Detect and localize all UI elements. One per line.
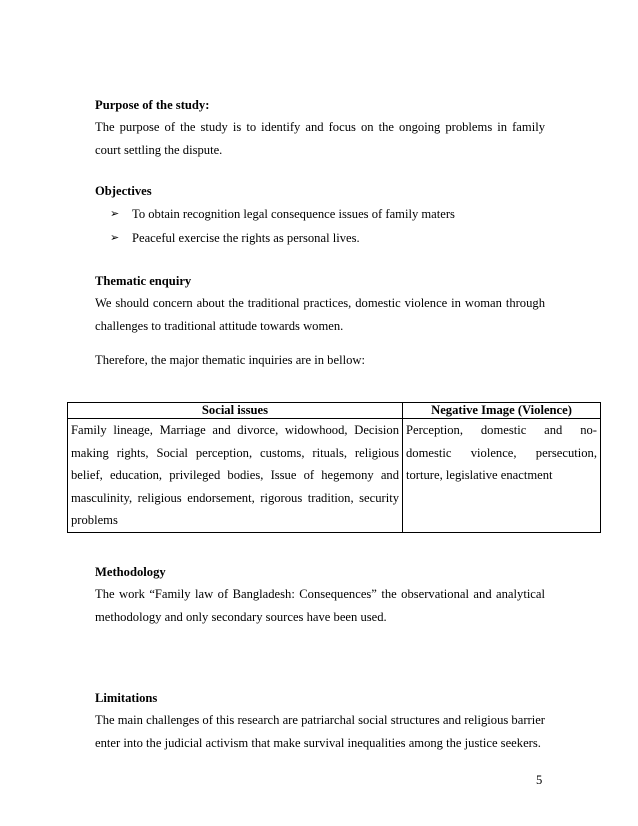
objective-text: Peaceful exercise the rights as personal lives. [132,231,360,245]
arrow-bullet-icon: ➢ [110,231,120,244]
table-row [68,419,601,533]
thematic-intro: Therefore, the major thematic inquiries are in bellow: [95,353,365,367]
thematic-text: We should concern about the traditional practices, domestic violence in woman through challenges to traditional attitude towards women. [95,296,545,333]
page-number: 5 [536,773,543,787]
methodology-heading: Methodology [95,565,166,579]
limitations-heading: Limitations [95,691,158,705]
objective-text: To obtain recognition legal consequence issues of family maters [132,207,455,221]
purpose-text: The purpose of the study is to identify and focus on the ongoing problems in family court settling the dispute. [95,120,545,157]
thematic-table [67,402,601,533]
arrow-bullet-icon: ➢ [110,207,120,220]
limitations-section [95,687,545,754]
thematic-heading: Thematic enquiry [95,274,192,288]
table-cell: Family lineage, Marriage and divorce, widowhood, Decision making rights, Social perception, customs, rituals, religious belief, education, privileged bodies, Issue of hegemony and masculinity, religious endorsement, rigorous tradition, security problems [68,419,403,533]
table-header-negative-image: Negative Image (Violence) [403,403,601,419]
methodology-section [95,561,545,628]
objectives-heading: Objectives [95,184,152,198]
list-item [95,226,545,250]
thematic-section [95,270,545,372]
objectives-section [95,180,545,250]
limitations-text: The main challenges of this research are patriarchal social structures and religious barrier enter into the judicial activism that make survival inequalities among the justice seekers. [95,713,545,750]
objectives-list [95,202,545,250]
purpose-heading: Purpose of the study: [95,98,210,112]
methodology-text: The work “Family law of Bangladesh: Consequences” the observational and analytical methodology and only secondary sources have been used. [95,587,545,624]
list-item [95,202,545,226]
table-header-social-issues: Social issues [68,403,403,419]
purpose-section [95,94,545,161]
table-header-row [68,403,601,419]
table-cell: Perception, domestic and no-domestic violence, persecution, torture, legislative enactment [403,419,601,533]
